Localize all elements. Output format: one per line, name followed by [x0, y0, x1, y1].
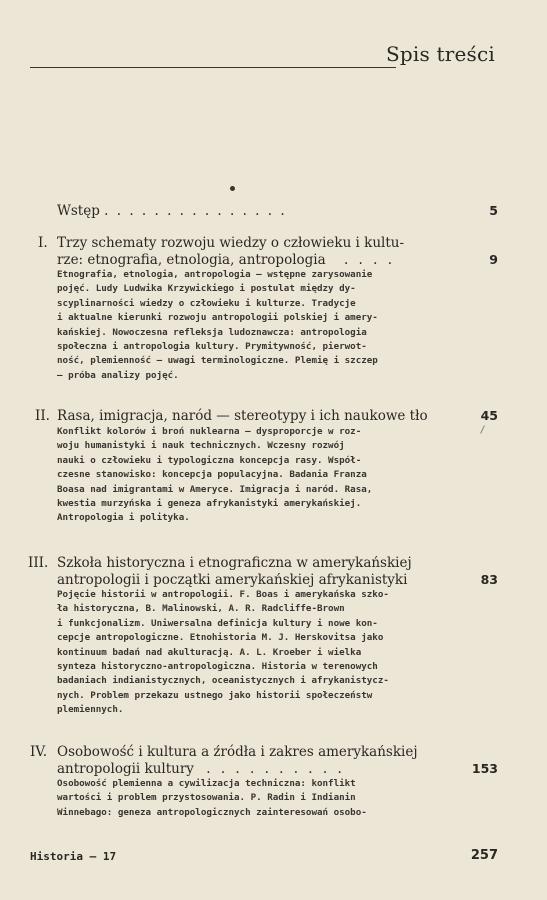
chapter-dots: . . . . — [343, 252, 395, 268]
description-line: kontinuum badań nad akulturacją. A. L. Kroeber i wielka — [57, 646, 362, 658]
chapter-description — [57, 588, 457, 718]
description-line: Boasa nad imigrantami w Ameryce. Imigracja i naród. Rasa, — [57, 483, 373, 495]
description-line: Pojęcie historii w antropologii. F. Boas i amerykańska szko- — [57, 589, 389, 600]
description-line: badaniach indianistycznych, oceanistycznych i afrykanistycz- — [57, 675, 389, 687]
chapter-description — [57, 268, 457, 383]
description-line: plemiennych. — [57, 704, 124, 716]
chapter-number: IV. — [30, 744, 48, 760]
chapter-page: 153 — [471, 761, 498, 776]
description-line: wartości i problem przystosowania. P. Radin i Indianin — [57, 792, 356, 804]
intro-dots: . . . . . . . . . . . . . . . — [104, 203, 287, 219]
chapter-title-line: rze: etnografia, etnologia, antropologia — [57, 252, 326, 268]
chapter-title-line: Trzy schematy rozwoju wiedzy o człowieku i kultu- — [57, 235, 405, 251]
description-line: nych. Problem przekazu ustnego jako historii społeczeństw — [57, 689, 373, 701]
chapter-description — [57, 777, 457, 820]
chapter-page: 9 — [489, 252, 498, 267]
description-line: Konflikt kolorów i broń nuklearna — dysproporcje w roz- — [57, 426, 362, 437]
description-line: cepcje antropologiczne. Etnohistoria M. J. Herskovitsa jako — [57, 632, 384, 644]
page-title: Spis treści — [385, 42, 495, 66]
footer-signature: Historia — 17 — [30, 850, 117, 863]
chapter-page: 83 — [480, 572, 498, 587]
description-line: nauki o człowieku i typologiczna koncepcja rasy. Współ- — [57, 454, 362, 466]
description-line: i funkcjonalizm. Uniwersalna definicja kultury i nowe kon- — [57, 617, 378, 629]
description-line: woju humanistyki i nauk technicznych. Wczesny rozwój — [57, 440, 345, 452]
chapter-number: I. — [38, 235, 48, 251]
intro-label: Wstęp — [57, 203, 100, 219]
page-number: 257 — [470, 848, 498, 863]
pencil-mark — [480, 425, 485, 434]
description-line: Etnografia, etnologia, antropologia — wstępne zarysowanie — [57, 269, 373, 280]
intro-page: 5 — [489, 203, 498, 218]
description-line: Antropologia i polityka. — [57, 512, 190, 524]
description-line: i aktualne kierunki rozwoju antropologii polskiej i amery- — [57, 312, 378, 324]
description-line: ła historyczna, B. Malinowski, A. R. Radcliffe-Brown — [57, 603, 345, 615]
chapter-description — [57, 425, 457, 526]
chapter-number: II. — [35, 408, 50, 424]
description-line: pojęć. Ludy Ludwika Krzywickiego i postulat między dy- — [57, 283, 356, 295]
chapter-title-line: Osobowość i kultura a źródła i zakres amerykańskiej — [57, 744, 418, 760]
chapter-dots: . . . . . . . . . . — [206, 761, 345, 777]
description-line: — próba analizy pojęć. — [57, 369, 179, 381]
header-rule — [30, 67, 396, 68]
chapter-page: 45 — [480, 408, 498, 423]
bullet-ornament — [230, 186, 235, 191]
description-line: synteza historyczno-antropologiczna. Historia w terenowych — [57, 661, 378, 673]
chapter-number: III. — [28, 555, 49, 571]
description-line: scyplinarności wiedzy o człowieku i kulturze. Tradycje — [57, 297, 356, 309]
description-line: społeczna i antropologia kultury. Prymitywność, pierwot- — [57, 341, 367, 353]
description-line: ność, plemienność — uwagi terminologiczne. Plemię i szczep — [57, 355, 378, 367]
description-line: Winnebago: geneza antropologicznych zainteresowań osobo- — [57, 806, 367, 818]
description-line: Osobowość plemienna a cywilizacja techniczna: konflikt — [57, 778, 356, 789]
description-line: kwestia murzyńska i geneza afrykanistyki amerykańskiej. — [57, 498, 362, 510]
chapter-title-line: antropologii kultury — [57, 761, 194, 777]
chapter-title-line: antropologii i początki amerykańskiej afrykanistyki — [57, 572, 408, 588]
chapter-title-line: Rasa, imigracja, naród — stereotypy i ich naukowe tło — [57, 408, 428, 424]
chapter-title-line: Szkoła historyczna i etnograficzna w amerykańskiej — [57, 555, 412, 571]
description-line: czesne stanowisko: koncepcja populacyjna. Badania Franza — [57, 469, 367, 481]
description-line: kańskiej. Nowoczesna refleksja ludoznawcza: antropologia — [57, 326, 367, 338]
